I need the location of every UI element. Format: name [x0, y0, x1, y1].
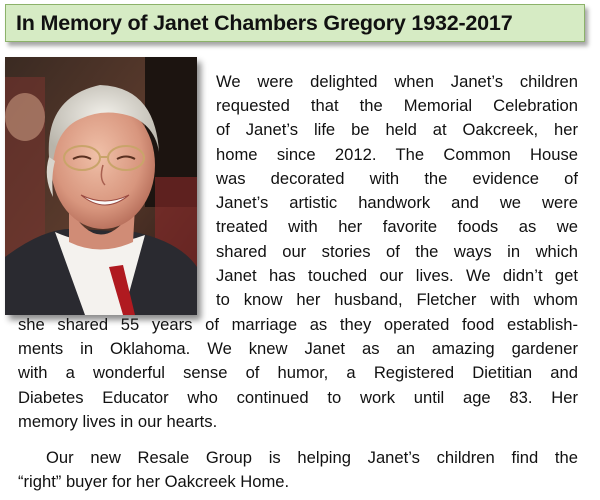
article-line: requested that the Memorial Celebration: [216, 96, 578, 115]
article-line: Janet’s artistic handwork and we were: [216, 193, 578, 212]
article-line: We were delighted when Janet’s children: [216, 72, 578, 91]
article-line: she shared 55 years of marriage as they operated food establish-: [18, 315, 578, 334]
article-line: treated with her favorite foods as we: [216, 217, 578, 236]
resale-line: “right” buyer for her Oakcreek Home.: [18, 472, 290, 491]
article-line: home since 2012. The Common House: [216, 145, 578, 164]
article-line: was decorated with the evidence of: [216, 169, 578, 188]
article-line: with a wonderful sense of humor, a Registered Dietitian and: [18, 363, 578, 382]
article-line: ments in Oklahoma. We knew Janet as an amazing gardener: [18, 339, 578, 358]
article-line: shared our stories of the ways in which: [216, 242, 578, 261]
page-title: In Memory of Janet Chambers Gregory 1932-2017: [16, 11, 513, 35]
resale-line: Our new Resale Group is helping Janet’s children find the: [46, 448, 578, 467]
article-line: Janet has touched our lives. We didn’t get: [216, 266, 578, 285]
article-line: to know her husband, Fletcher with whom: [216, 290, 578, 309]
article-line: memory lives in our hearts.: [18, 412, 218, 431]
article-line: of Janet’s life be held at Oakcreek, her: [216, 120, 578, 139]
article-line: Diabetes Educator who continued to work until age 83. Her: [18, 388, 578, 407]
